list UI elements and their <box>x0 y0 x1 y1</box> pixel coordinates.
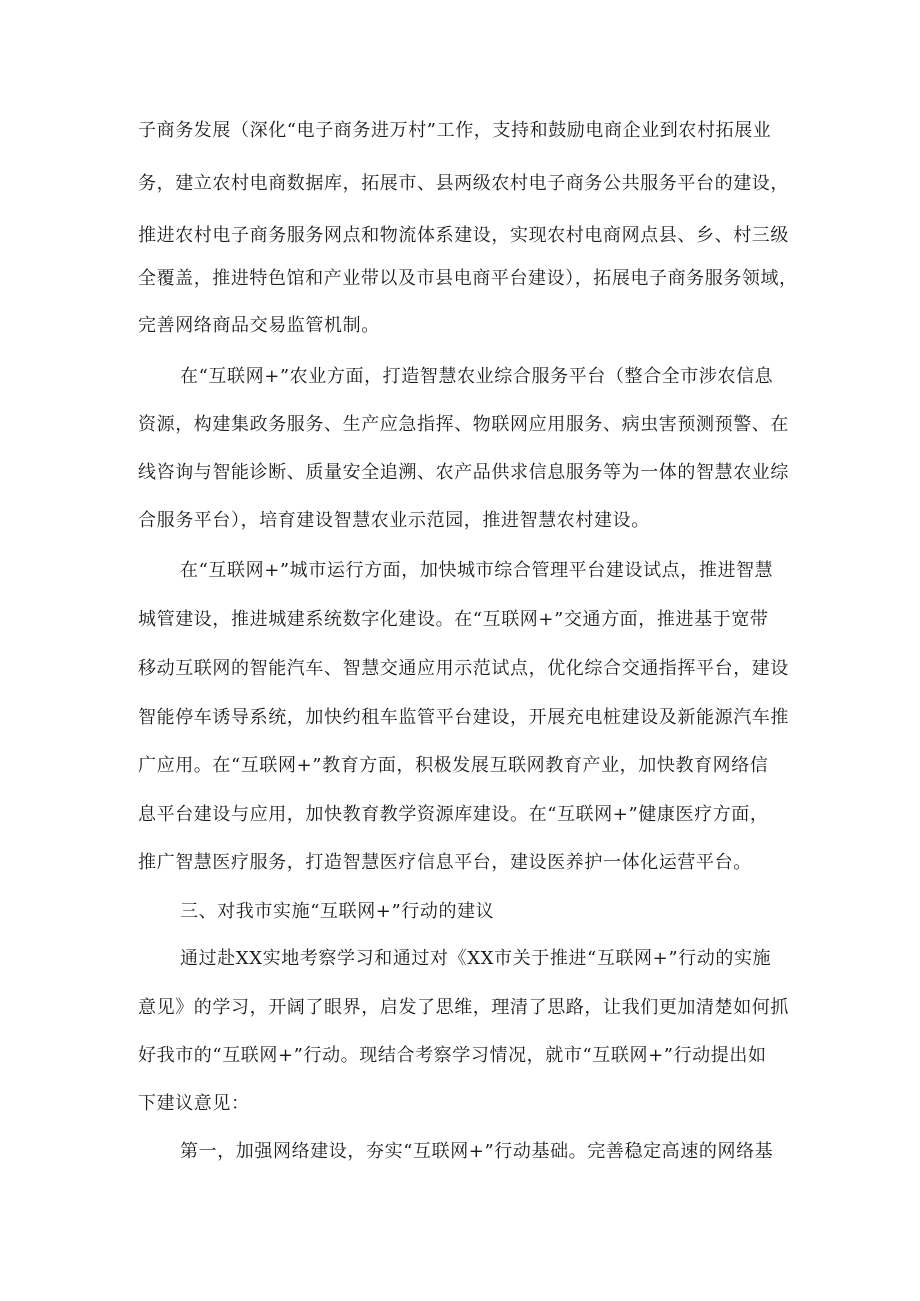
text-line: 第一，加强网络建设，夯实“互联网+”行动基础。完善稳定高速的网络基 <box>180 1141 774 1162</box>
text-line: 合服务平台），培育建设智慧农业示范园，推进智慧农村建设。 <box>138 510 650 531</box>
text-line: 在“互联网+”城市运行方面，加快城市综合管理平台建设试点，推进智慧 <box>180 560 774 581</box>
text-line: 移动互联网的智能汽车、智慧交通应用示范试点，优化综合交通指挥平台，建设 <box>138 658 789 679</box>
text-line: 完善网络商品交易监管机制。 <box>138 315 380 336</box>
text-line: 息平台建设与应用，加快教育教学资源库建设。在“互联网+”健康医疗方面， <box>138 804 769 825</box>
text-line: 好我市的“互联网+”行动。现结合考察学习情况，就市“互联网+”行动提出如 <box>138 1045 767 1066</box>
text-line: 城管建设，推进城建系统数字化建设。在“互联网+”交通方面，推进基于宽带 <box>138 609 769 630</box>
text-line: 通过赴XX实地考察学习和通过对《XX市关于推进“互联网+”行动的实施 <box>180 948 772 969</box>
text-line: 子商务发展（深化“电子商务进万村”工作，支持和鼓励电商企业到农村拓展业 <box>138 120 772 141</box>
text-line: 全覆盖，推进特色馆和产业带以及市县电商平台建设），拓展电子商务服务领域， <box>138 268 798 289</box>
text-line: 下建议意见： <box>138 1093 250 1114</box>
text-line: 广应用。在“互联网+”教育方面，积极发展互联网教育产业，加快教育网络信 <box>138 755 769 776</box>
text-line: 在“互联网+”农业方面，打造智慧农业综合服务平台（整合全市涉农信息 <box>180 366 774 387</box>
text-line: 推进农村电子商务服务网点和物流体系建设，实现农村电商网点县、乡、村三级 <box>138 225 789 246</box>
text-line: 推广智慧医疗服务，打造智慧医疗信息平台，建设医养护一体化运营平台。 <box>138 852 752 873</box>
section-heading: 三、对我市实施“互联网+”行动的建议 <box>180 901 495 922</box>
text-line: 资源，构建集政务服务、生产应急指挥、物联网应用服务、病虫害预测预警、在 <box>138 414 789 435</box>
text-line: 智能停车诱导系统，加快约租车监管平台建设，开展充电桩建设及新能源汽车推 <box>138 707 789 728</box>
text-line: 务，建立农村电商数据库，拓展市、县两级农村电子商务公共服务平台的建设， <box>138 173 789 194</box>
text-line: 意见》的学习，开阔了眼界，启发了思维，理清了思路，让我们更加清楚如何抓 <box>138 997 789 1018</box>
text-line: 线咨询与智能诊断、质量安全追溯、农产品供求信息服务等为一体的智慧农业综 <box>138 462 789 483</box>
